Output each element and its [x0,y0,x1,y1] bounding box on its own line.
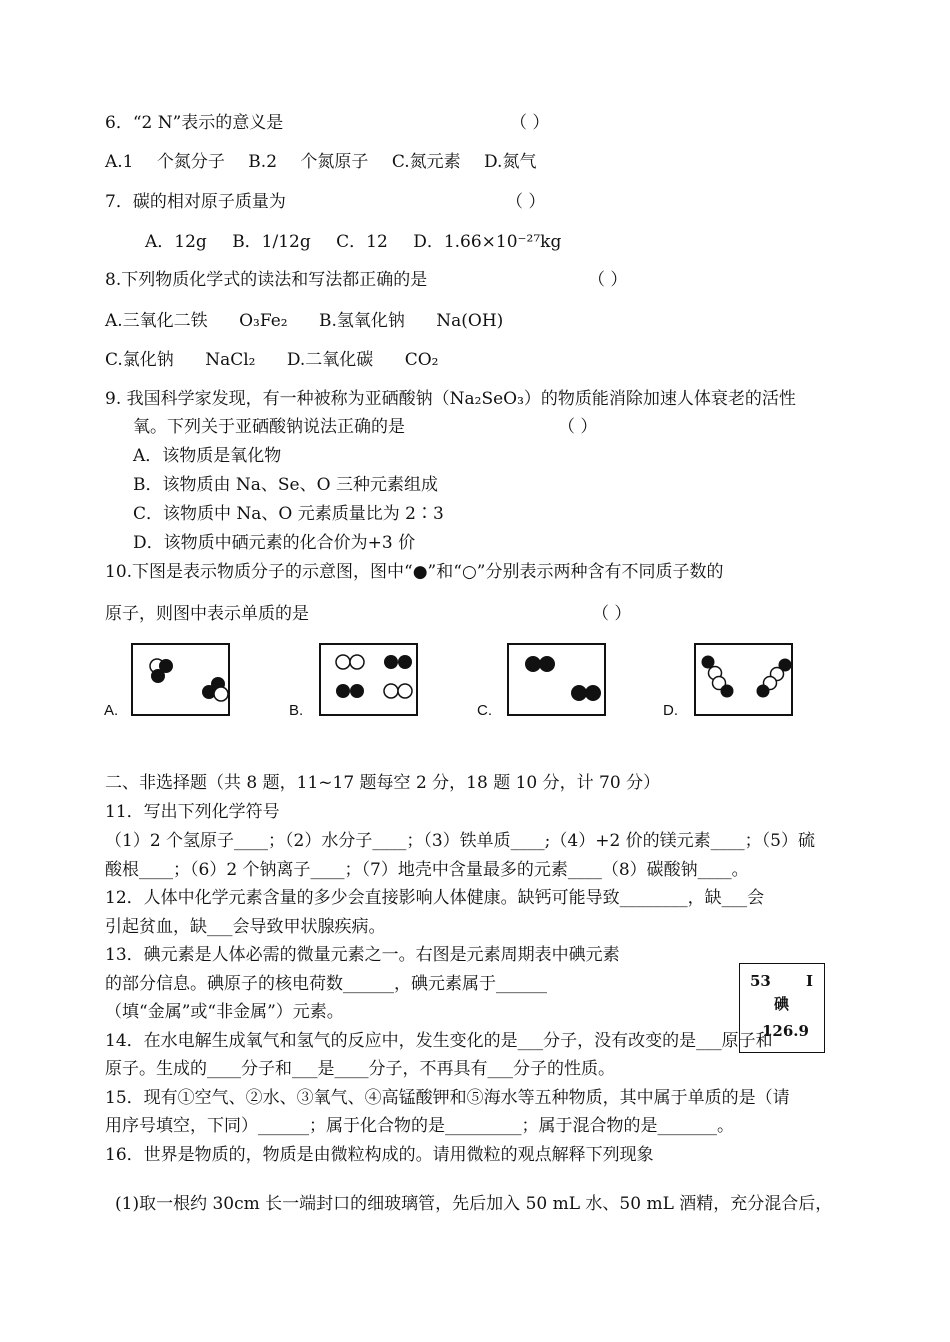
figure-c-label: C. [477,702,492,719]
q9-stem-line2: 氧。下列关于亚硒酸钠说法正确的是 [133,417,405,437]
q8-options-row2: C.氯化钠 NaCl₂ D.二氧化碳 CO₂ [105,350,439,370]
q16-line2: (1)取一根约 30cm 长一端封口的细玻璃管，先后加入 50 mL 水、50 mL 酒精，充分混合后， [115,1194,833,1214]
q12-line1: 12．人体中化学元素含量的多少会直接影响人体健康。缺钙可能导致________，缺___会 [105,888,765,908]
q12-line2: 引起贫血，缺___会导致甲状腺疾病。 [105,917,386,937]
figure-d-label: D. [663,702,678,719]
q9-answer-paren: （ ） [558,417,598,437]
iodine-symbol: I [806,972,814,990]
q10-answer-paren: （ ） [592,604,632,624]
q7-options: A．12g B．1/12g C．12 D．1.66×10⁻²⁷kg [145,232,562,252]
figure-a-label: A. [104,702,119,719]
q10-stem-line2: 原子，则图中表示单质的是 [105,604,309,624]
q11-stem: 11．写出下列化学符号 [105,802,280,822]
q16-line1: 16．世界是物质的，物质是由微粒构成的。请用微粒的观点解释下列现象 [105,1145,654,1165]
q7-answer-paren: （ ） [506,192,546,212]
q9-option-a: A．该物质是氧化物 [133,446,282,466]
section2-heading: 二、非选择题（共 8 题，11~17 题每空 2 分，18 题 10 分，计 70 分） [105,773,661,793]
q7-stem: 7．碳的相对原子质量为 [105,192,286,212]
q8-options-row1: A.三氧化二铁 O₃Fe₂ B.氢氧化钠 Na(OH) [105,311,504,331]
q14-line1: 14．在水电解生成氧气和氢气的反应中，发生变化的是___分子，没有改变的是___原子和 [105,1031,773,1051]
q13-line2: 的部分信息。碘原子的核电荷数______，碘元素属于______ [105,974,547,994]
q9-option-c: C．该物质中 Na、O 元素质量比为 2∶3 [133,504,444,524]
q6-stem: 6．“2 N”表示的意义是 [105,113,284,133]
q11-line1: （1）2 个氢原子____；（2）水分子____；（3）铁单质____;（4）+2 价的镁元素____；（5）硫 [105,831,815,851]
figure-b-label: B. [289,702,304,719]
q15-line1: 15．现有①空气、②水、③氧气、④高锰酸钾和⑤海水等五种物质，其中属于单质的是（请 [105,1088,790,1108]
molecule-figure-b [319,643,418,716]
iodine-name: 碘 [774,995,790,1013]
q8-stem: 8.下列物质化学式的读法和写法都正确的是 [105,270,428,290]
q6-answer-paren: （ ） [510,113,550,133]
q11-line2: 酸根____；（6）2 个钠离子____；（7）地壳中含量最多的元素____（8）碳酸钠____。 [105,860,749,880]
q15-line2: 用序号填空，下同）______；属于化合物的是_________；属于混合物的是_______。 [105,1116,734,1136]
q9-option-d: D．该物质中硒元素的化合价为+3 价 [133,533,416,553]
q6-options: A.1 个氮分子 B.2 个氮原子 C.氮元素 D.氮气 [105,152,537,172]
q9-stem-line1: 9. 我国科学家发现，有一种被称为亚硒酸钠（Na₂SeO₃）的物质能消除加速人体衰老的活性 [105,389,796,409]
molecule-figure-a [131,643,230,716]
q8-answer-paren: （ ） [588,270,628,290]
iodine-atomic-mass: 126.9 [762,1022,809,1040]
molecule-figure-d [694,643,793,716]
iodine-atomic-number: 53 [750,972,771,990]
q10-stem-line1: 10.下图是表示物质分子的示意图，图中“●”和“○”分别表示两种含有不同质子数的 [105,562,724,582]
molecule-figure-c [507,643,606,716]
q13-line3: （填“金属”或“非金属”）元素。 [105,1002,344,1022]
q9-option-b: B．该物质由 Na、Se、O 三种元素组成 [133,475,438,495]
q14-line2: 原子。生成的____分子和___是____分子，不再具有___分子的性质。 [105,1059,615,1079]
q13-line1: 13．碘元素是人体必需的微量元素之一。右图是元素周期表中碘元素 [105,945,620,965]
